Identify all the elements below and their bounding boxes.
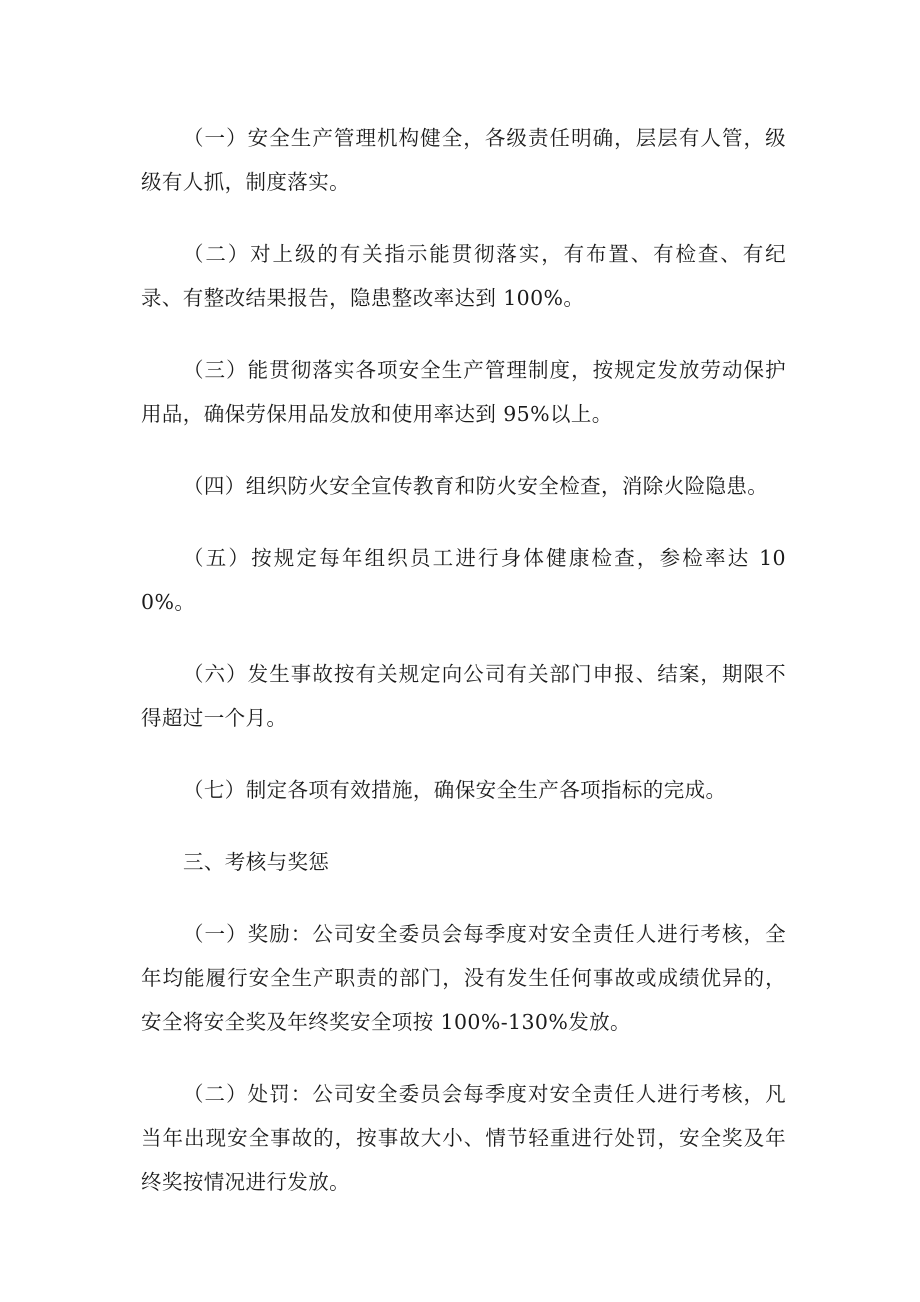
paragraph-reward: （一）奖励：公司安全委员会每季度对安全责任人进行考核，全年均能履行安全生产职责的部门，没有发生任何事故或成绩优异的，安全将安全奖及年终奖安全项按 100%-130%发放。 [141, 922, 786, 1034]
section-heading-assessment: 三、考核与奖惩 [183, 850, 330, 874]
paragraph-requirement-2: （二）对上级的有关指示能贯彻落实，有布置、有检查、有纪录、有整改结果报告，隐患整改率达到 100%。 [141, 242, 786, 310]
paragraph-requirement-7: （七）制定各项有效措施，确保安全生产各项指标的完成。 [183, 778, 727, 802]
paragraph-requirement-4: （四）组织防火安全宣传教育和防火安全检查，消除火险隐患。 [183, 474, 769, 498]
paragraph-requirement-3: （三）能贯彻落实各项安全生产管理制度，按规定发放劳动保护用品，确保劳保用品发放和使用率达到 95%以上。 [141, 358, 786, 426]
paragraph-requirement-5: （五）按规定每年组织员工进行身体健康检查，参检率达 100%。 [141, 546, 786, 614]
document-body [141, 116, 786, 1232]
paragraph-requirement-6: （六）发生事故按有关规定向公司有关部门申报、结案，期限不得超过一个月。 [141, 662, 786, 730]
paragraph-requirement-1: （一）安全生产管理机构健全，各级责任明确，层层有人管，级级有人抓，制度落实。 [141, 126, 786, 194]
paragraph-penalty: （二）处罚：公司安全委员会每季度对安全责任人进行考核，凡当年出现安全事故的，按事故大小、情节轻重进行处罚，安全奖及年终奖按情况进行发放。 [141, 1082, 786, 1194]
